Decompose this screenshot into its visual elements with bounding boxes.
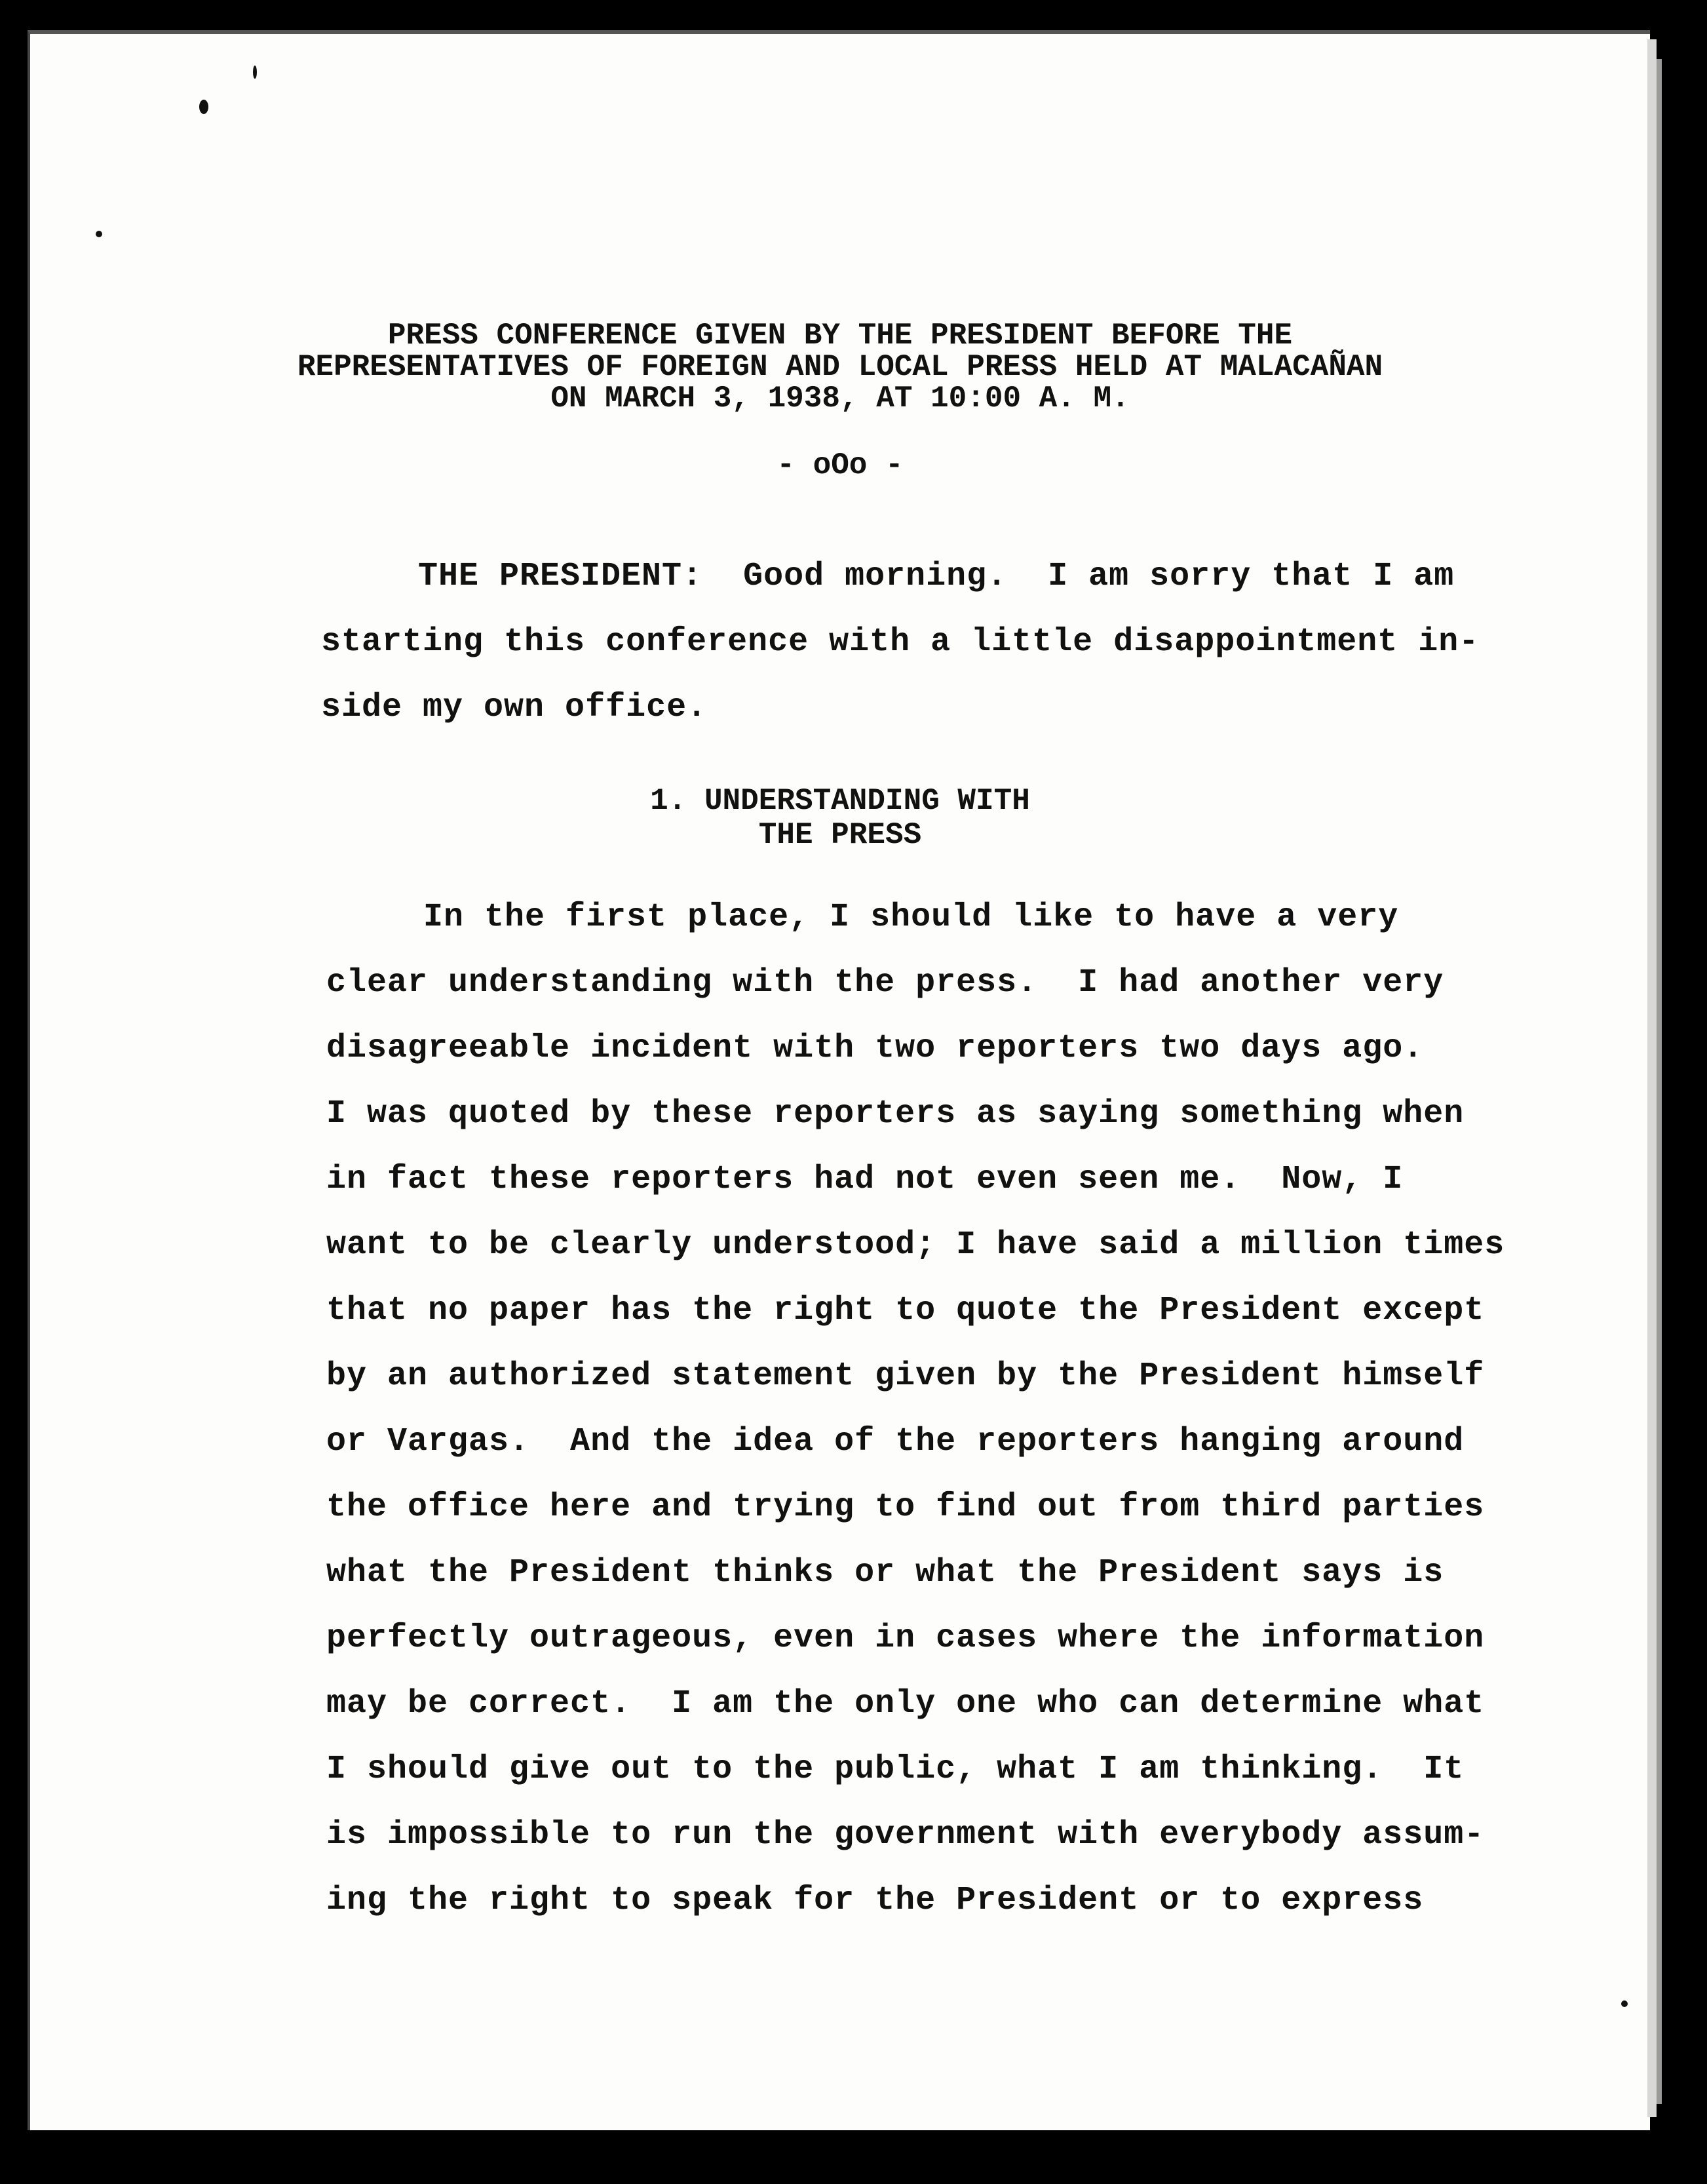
header-line-1: PRESS CONFERENCE GIVEN BY THE PRESIDENT BEFORE THE [387, 319, 1293, 353]
body-line-14: I should give out to the public, what I am thinking. It [326, 1751, 1465, 1788]
body-line-8: by an authorized statement given by the President himself [326, 1357, 1485, 1395]
opening-line-1: THE PRESIDENT: Good morning. I am sorry that I am [418, 558, 1455, 595]
body-line-15: is impossible to run the government with everybody assum- [326, 1816, 1485, 1854]
scan-speck [96, 231, 102, 237]
page-edge [1647, 39, 1657, 2117]
body-line-13: may be correct. I am the only one who can determine what [326, 1685, 1485, 1723]
scan-speck [199, 100, 208, 114]
body-line-11: what the President thinks or what the President says is [326, 1554, 1444, 1591]
body-line-10: the office here and trying to find out from third parties [326, 1489, 1485, 1526]
body-line-6: want to be clearly understood; I have said a million times [326, 1226, 1505, 1264]
opening-line-2: starting this conference with a little disappointment in- [321, 623, 1480, 661]
body-line-3: disagreeable incident with two reporters two days ago. [326, 1030, 1424, 1067]
body-line-2: clear understanding with the press. I had another very [326, 964, 1444, 1002]
header-line-2: REPRESENTATIVES OF FOREIGN AND LOCAL PRESS HELD AT MALACAÑAN [297, 350, 1383, 384]
opening-line-3: side my own office. [321, 689, 708, 726]
page-edge-shadow [1657, 59, 1662, 2104]
body-line-9: or Vargas. And the idea of the reporters hanging around [326, 1423, 1465, 1460]
body-line-4: I was quoted by these reporters as saying something when [326, 1095, 1465, 1133]
scan-speck [253, 66, 257, 79]
document-page [28, 30, 1650, 2130]
section-heading-line-1: 1. UNDERSTANDING WITH [650, 784, 1030, 818]
body-line-16: ing the right to speak for the President or to express [326, 1882, 1424, 1919]
scan-speck [1621, 2000, 1628, 2007]
body-line-1: In the first place, I should like to have a very [423, 899, 1399, 936]
separator: - oOo - [777, 448, 904, 482]
section-heading-line-2: THE PRESS [758, 818, 922, 852]
header-line-3: ON MARCH 3, 1938, AT 10:00 A. M. [550, 381, 1130, 416]
body-line-5: in fact these reporters had not even seen me. Now, I [326, 1161, 1404, 1198]
body-line-7: that no paper has the right to quote the President except [326, 1292, 1485, 1329]
body-line-12: perfectly outrageous, even in cases where the information [326, 1620, 1485, 1657]
